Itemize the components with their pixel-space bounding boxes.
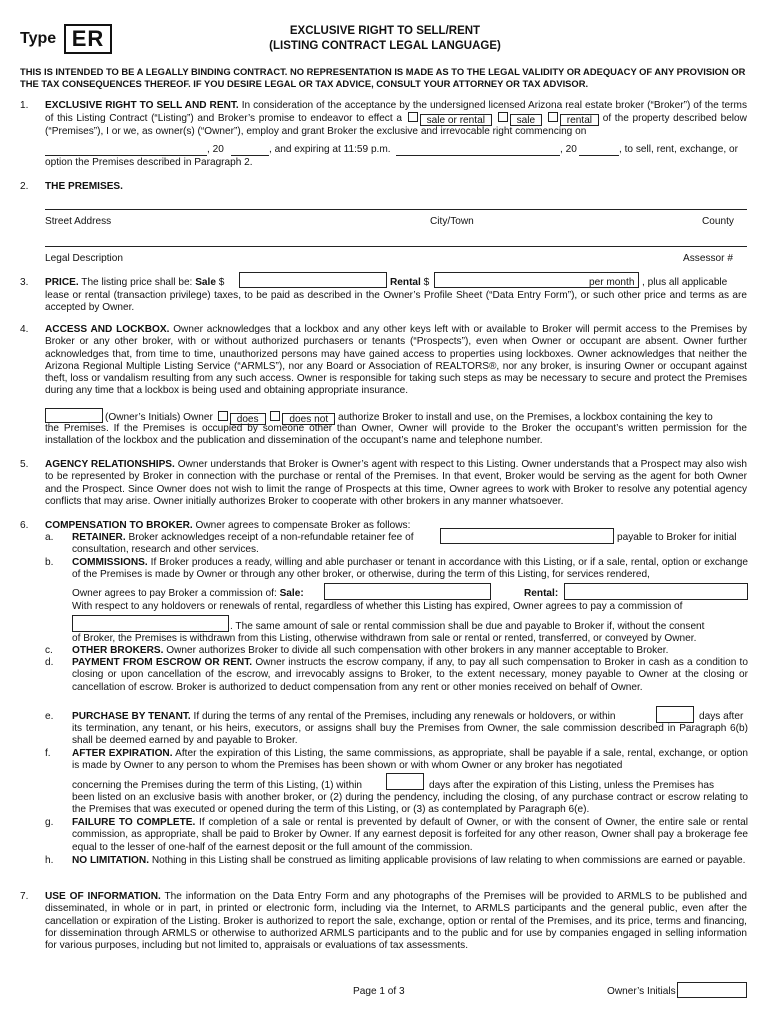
per-month-label: per month: [589, 277, 635, 288]
end-year-field[interactable]: [579, 155, 619, 156]
s5-paragraph: [45, 459, 747, 508]
s7-text: The information on the Data Entry Form and any photographs of the Premises will be provided to ARMLS to be published and disseminated, in whole or in part, in printed or electronic form, including via the Internet, to ARMLS participants and the general public, even after the cancellation or expiration of the Listing. Broker is authorized to report the sale, exchange, option or rental of the Premises, and its price, terms and financing, for dissemination through ARMLS or otherwise to authorized ARMLS participants and to the public and for use by companies engaged in selling information for various purposes, including but not limited to, appraisals or evaluations of tax assessments.: [45, 891, 747, 952]
title-line-2: (LISTING CONTRACT LEGAL LANGUAGE): [269, 40, 501, 52]
s6c-line: [72, 645, 668, 656]
s1-heading: EXCLUSIVE RIGHT TO SELL AND RENT.: [45, 100, 239, 111]
s6b-agree: Owner agrees to pay Broker a commission of:: [72, 588, 277, 599]
s6f-heading: AFTER EXPIRATION.: [72, 748, 173, 759]
s3-text-b: , plus all applicable: [642, 277, 728, 288]
does-not-checkbox[interactable]: [270, 411, 280, 421]
type-code-box: ER: [64, 24, 112, 54]
county-label: County: [702, 216, 734, 227]
s7-heading: USE OF INFORMATION.: [45, 891, 161, 902]
s4-text-c: the Premises. If the Premises is occupied by someone other than Owner, Owner will provide to the Broker the occupant’s written permission for the installation of the lockbox and the publication and dissemination of the occupant’s name and telephone number.: [45, 423, 747, 447]
s6d-heading: PAYMENT FROM ESCROW OR RENT.: [72, 657, 253, 668]
start-date-year-prefix: , 20: [207, 144, 224, 155]
s6f-label: f.: [45, 748, 51, 759]
rental-price-label: Rental: [390, 277, 421, 288]
commission-sale-label: Sale:: [279, 588, 304, 599]
sale-price-label: Sale: [195, 277, 216, 288]
rental-commission-field[interactable]: [564, 583, 748, 600]
page-number: Page 1 of 3: [353, 986, 405, 997]
s6b-heading: COMMISSIONS.: [72, 557, 148, 568]
sale-commission-field[interactable]: [324, 583, 491, 600]
sale-or-rental-option: sale or rental: [420, 114, 492, 126]
owner-initials-label: (Owner’s Initials) Owner: [105, 412, 213, 423]
commission-rental-label: Rental:: [524, 588, 559, 599]
s6h-label: h.: [45, 855, 54, 866]
retainer-fee-field[interactable]: [440, 528, 614, 544]
s3-text-a: The listing price shall be:: [81, 277, 193, 288]
s6c-label: c.: [45, 645, 53, 656]
s6d-label: d.: [45, 657, 54, 668]
s6b-holdover: With respect to any holdovers or renewals of rental, regardless of whether this Listing has expired, Owner agrees to pay a commission of: [72, 601, 683, 612]
end-date-field[interactable]: [396, 155, 560, 156]
s4-number: 4.: [20, 324, 29, 335]
type-label: Type: [20, 30, 57, 47]
does-option: does: [230, 413, 266, 425]
s6g-label: g.: [45, 817, 54, 828]
s6e-line: [72, 711, 615, 722]
s7-number: 7.: [20, 891, 29, 902]
s6a-heading: RETAINER.: [72, 532, 126, 543]
s6-intro-line: [45, 520, 410, 531]
s6a-label: a.: [45, 532, 54, 543]
s6d-text: Owner instructs the escrow company, if any, to pay all such compensation to Broker in cash as a condition to closing or upon cancellation of the escrow, and irrevocably assigns to Broker, to the extent necessary, money payable to Owner at the closing or cancellation of escrow. Broker is authorized to deduct compensation from any rent or other monies received on behalf of Owner.: [72, 657, 748, 693]
start-year-field[interactable]: [231, 155, 269, 156]
s6c-text: Owner authorizes Broker to divide all such compensation with other brokers in any manner acceptable to Broker.: [166, 645, 669, 656]
s6-heading: COMPENSATION TO BROKER.: [45, 520, 193, 531]
s6b-same: . The same amount of sale or rental commission shall be due and payable to Broker if, without the consent: [230, 621, 705, 632]
legal-description-label: Legal Description: [45, 253, 123, 264]
dollar-sign-2: $: [423, 277, 430, 288]
sale-checkbox[interactable]: [498, 112, 508, 122]
end-date-year-prefix: , 20: [560, 144, 577, 155]
after-expiration-days-field[interactable]: [386, 773, 424, 790]
sale-price-field[interactable]: [239, 272, 387, 288]
s6e-text2: its termination, any tenant, or his heirs, executors, or assigns shall buy the Premises from Owner, the sale commission described in Paragraph 6(b) shall be deemed earned by and payable to Broker.: [72, 723, 748, 747]
s5-number: 5.: [20, 459, 29, 470]
s3-text-c: lease or rental (transaction privilege) taxes, to be paid as described in the Owner’s Profile Sheet (“Data Entry Form”), or such other price and terms as are accepted by Owner.: [45, 290, 747, 314]
footer-initials-field[interactable]: [677, 982, 747, 998]
s1-tail: , to sell, rent, exchange, or: [619, 144, 738, 155]
s7-paragraph: [45, 891, 747, 952]
s6a-text: Broker acknowledges receipt of a non-refundable retainer fee of: [128, 532, 414, 543]
start-date-field[interactable]: [45, 155, 207, 156]
s6g-text: If completion of a sale or rental is prevented by default of Owner, or with the consent of Owner, the entire sale or rental commission, as appropriate, shall be paid to Broker by Owner. If any earnest deposit is forfeited for any other reason, Owner shall pay a brokerage fee equal to the lesser of one-half of the earnest deposit or the full amount of the commission.: [72, 817, 748, 853]
s6a-tail: payable to Broker for initial: [617, 532, 737, 543]
s6c-heading: OTHER BROKERS.: [72, 645, 164, 656]
s4-text-a: Owner acknowledges that a lockbox and any other keys left with or available to Broker will permit access to the Premises by Broker or any other broker, with or without authorized purchasers or tenants (“Prospects”), even when Owner or occupant are absent. Owner further acknowledges that, from time to time, unauthorized persons may have gained access to properties using lockboxes. Owner acknowledges that neither the Arizona Regional Multiple Listing Service (“ARMLS”), nor any Board or Association of REALTORS®, nor any broker, is insuring Owner or occupant against theft, loss or vandalism resulting from any such access. Owner is responsible for taking such steps as may be necessary to secure and protect the Premises during any time that a lockbox is being used and obtaining appropriate insurance.: [45, 324, 747, 397]
sale-option: sale: [510, 114, 543, 126]
s6f-text2: been listed on an exclusive basis with another broker, or (2) during the pendency, including the closing, of any purchase contract or escrow relating to the Premises that was executed or opened during the term of this Listing, or (3) as contemplated by Paragraph 6(e).: [72, 792, 748, 816]
s1-text-d: option the Premises described in Paragraph 2.: [45, 157, 253, 168]
s2-number: 2.: [20, 181, 29, 192]
legal-warning: THIS IS INTENDED TO BE A LEGALLY BINDING CONTRACT. NO REPRESENTATION IS MADE AS TO THE LEGAL VALIDITY OR ADEQUACY OF ANY PROVISION OR THE TAX CONSEQUENCES THEREOF. IF YOU DESIRE LEGAL OR TAX ADVICE, CONSULT YOUR ATTORNEY OR TAX ADVISOR.: [20, 66, 746, 89]
s6f-days: days after the expiration of this Listing, unless the Premises has: [429, 780, 715, 791]
s4-paragraph: [45, 324, 747, 398]
expiring-text: , and expiring at 11:59 p.m.: [269, 144, 391, 155]
s6b-paragraph: [72, 557, 748, 582]
page-title: [180, 24, 590, 54]
s3-first-line: [45, 277, 224, 288]
s4-heading: ACCESS AND LOCKBOX.: [45, 324, 170, 335]
s6f-paragraph: [72, 748, 748, 773]
s6b-label: b.: [45, 557, 54, 568]
s6b-consent: of Broker, the Premises is withdrawn from this Listing, otherwise withdrawn from sale or rental or rented, transferred, or conveyed by Owner.: [72, 633, 697, 644]
s1-text-b: of the property: [602, 113, 670, 125]
s1-number: 1.: [20, 100, 29, 111]
holdover-commission-field[interactable]: [72, 615, 229, 632]
s6h-text: Nothing in this Listing shall be construed as limiting applicable provisions of law relating to when commissions are earned or payable.: [151, 855, 746, 866]
does-checkbox[interactable]: [218, 411, 228, 421]
s1-text-c: described below (“Premises”), I or we, as owner(s) (“Owner”), employ and grant Broker the exclusive and irrevocable right commencing on: [45, 113, 747, 138]
s6d-paragraph: [72, 657, 748, 694]
s6a-line: [72, 532, 414, 543]
tenant-purchase-days-field[interactable]: [656, 706, 694, 723]
does-not-option: does not: [282, 413, 335, 425]
s6g-paragraph: [72, 817, 748, 854]
lockbox-initials-field[interactable]: [45, 408, 103, 423]
s2-heading: THE PREMISES.: [45, 181, 123, 192]
assessor-label: Assessor #: [683, 253, 733, 264]
s5-text: Owner understands that Broker is Owner’s agent with respect to this Listing. Owner understands that a Prospect may also wish to be represented by Broker in connection with the purchase or rental of the Premises. In that event, Broker would be serving as the agent for both Owner and the Prospect. Since Owner does not wish to limit the range of Prospects at this time, Owner agrees to work with Broker to resolve any potential agency conflicts that may arise. Owner initially authorizes Broker to cooperate with other brokers in any manner whatsoever.: [45, 459, 747, 507]
s5-heading: AGENCY RELATIONSHIPS.: [45, 459, 175, 470]
city-label: City/Town: [430, 216, 474, 227]
s1-paragraph: [45, 100, 747, 139]
s6g-heading: FAILURE TO COMPLETE.: [72, 817, 196, 828]
s1-text-a: In consideration of the acceptance by the undersigned licensed Arizona real estate broker (“Broker”) of the terms of this Listing Contract (“Listing”) and Broker’s promise to endeavor to effect a: [45, 100, 747, 125]
s3-number: 3.: [20, 277, 29, 288]
rental-checkbox[interactable]: [548, 112, 558, 122]
s6f-text: After the expiration of this Listing, the same commissions, as appropriate, shall be payable if a sale, rental, exchange, or option is made by Owner to any person to whom the Premises has been shown or with whom Owner or any broker has negotiated: [72, 748, 748, 772]
s6-number: 6.: [20, 520, 29, 531]
s6b-text: If Broker produces a ready, willing and able purchaser or tenant in accordance with this Listing, or if a sale, rental, option or exchange of the Premises is made by Owner or through any other broker, or otherwise, during the term of this Listing, for services rendered,: [72, 557, 748, 581]
legal-description-field[interactable]: [45, 246, 747, 247]
s6e-days: days after: [699, 711, 744, 722]
s6-intro: Owner agrees to compensate Broker as follows:: [195, 520, 411, 531]
s4-text-b: authorize Broker to install and use, on the Premises, a lockbox containing the key to: [337, 412, 713, 423]
s3-rental-label: [390, 277, 429, 288]
sale-or-rental-checkbox[interactable]: [408, 112, 418, 122]
s6e-label: e.: [45, 711, 54, 722]
s6e-text: If during the terms of any rental of the Premises, including any renewals or holdovers, or within: [193, 711, 616, 722]
s6e-heading: PURCHASE BY TENANT.: [72, 711, 191, 722]
s6h-paragraph: [72, 855, 748, 867]
s6a-text2: consultation, research and other services.: [72, 544, 259, 555]
title-line-1: EXCLUSIVE RIGHT TO SELL/RENT: [289, 25, 481, 37]
s3-heading: PRICE.: [45, 277, 79, 288]
s6f-concern: concerning the Premises during the term of this Listing, (1) within: [72, 780, 363, 791]
footer-initials-label: Owner’s Initials: [607, 986, 676, 997]
street-address-field[interactable]: [45, 209, 747, 210]
s6b-agree-line: [72, 588, 304, 599]
rental-option: rental: [560, 114, 599, 126]
s6h-heading: NO LIMITATION.: [72, 855, 149, 866]
street-address-label: Street Address: [45, 216, 112, 227]
dollar-sign-1: $: [218, 277, 225, 288]
